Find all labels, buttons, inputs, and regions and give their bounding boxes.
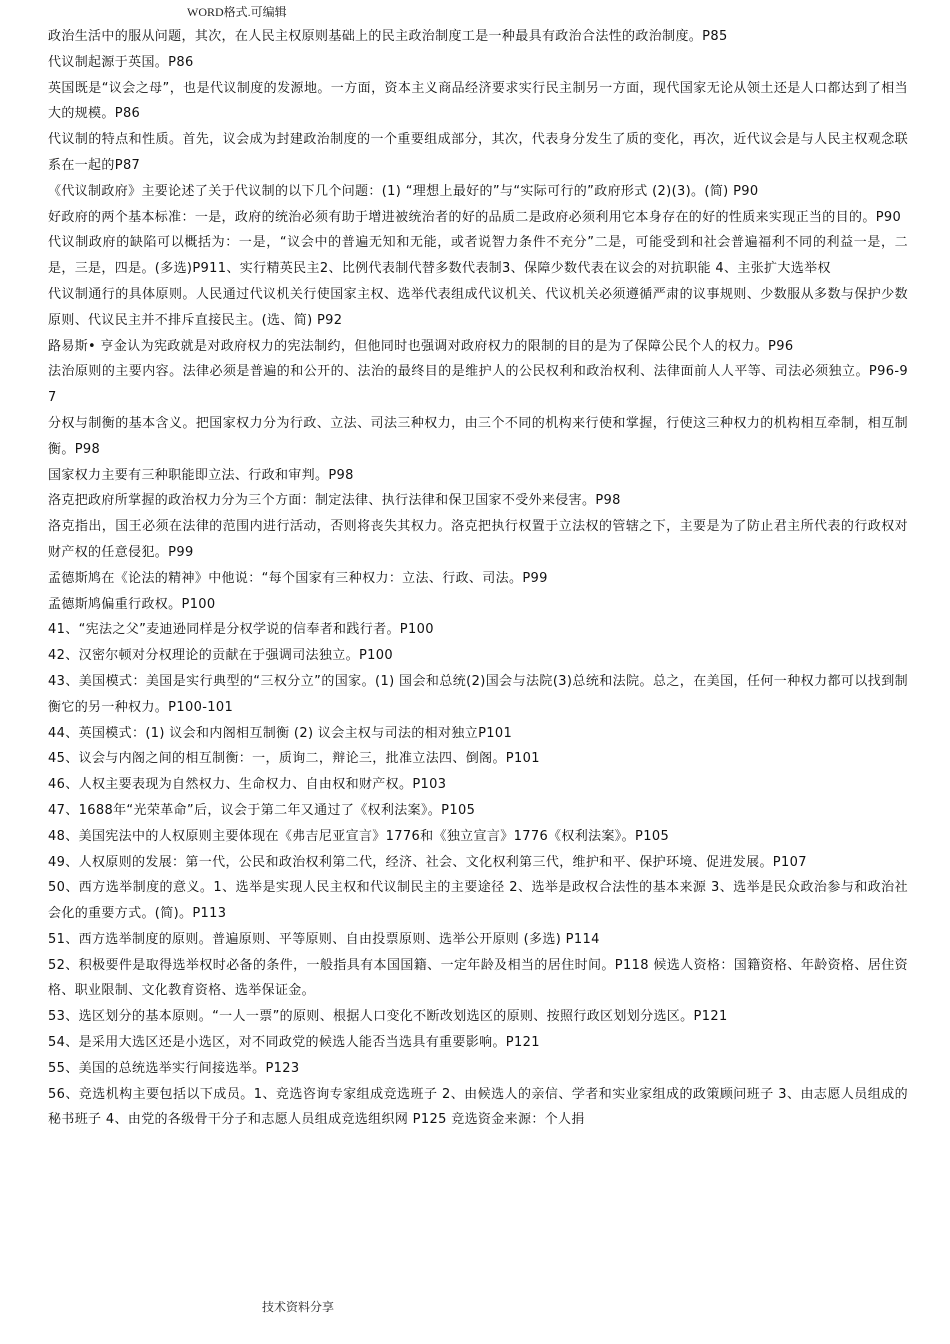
paragraph: 44、英国模式：(1) 议会和内阁相互制衡 (2) 议会主权与司法的相对独立P101 (48, 725, 513, 741)
paragraph: 政治生活中的服从问题，其次，在人民主权原则基础上的民主政治制度工是一种最具有政治合法性的政治制度。P85 (48, 29, 728, 44)
paragraph: 49、人权原则的发展：第一代，公民和政治权利第二代，经济、社会、文化权利第三代，维护和平、保护环境、促进发展。P107 (48, 854, 807, 870)
paragraph: 国家权力主要有三种职能即立法、行政和审判。P98 (48, 467, 354, 483)
paragraph: 《代议制政府》主要论述了关于代议制的以下几个问题：(1) “理想上最好的”与“实际可行的”政府形式 (2)(3)。(简) P90 (48, 183, 759, 199)
paragraph: 代议制的特点和性质。首先，议会成为封建政治制度的一个重要组成部分，其次，代表身分发生了质的变化，再次，近代议会是与人民主权观念联系在一起的P87 (48, 132, 908, 173)
page-footer: 技术资料分享 (262, 1300, 335, 1314)
paragraph: 54、是采用大选区还是小选区，对不同政党的候选人能否当选具有重要影响。P121 (48, 1035, 540, 1051)
paragraph: 孟德斯鸠偏重行政权。P100 (48, 596, 216, 612)
paragraph: 52、积极要件是取得选举权时必备的条件，一般指具有本国国籍、一定年龄及相当的居住时间。P118 候选人资格：国籍资格、年龄资格、居住资格、职业限制、文化教育资格、选举保证金。 (48, 957, 908, 999)
paragraph: 53、选区划分的基本原则。“一人一票”的原则、根据人口变化不断改划选区的原则、按照行政区划划分选区。P121 (48, 1009, 728, 1025)
paragraph: 43、美国模式：美国是实行典型的“三权分立”的国家。(1) 国会和总统(2)国会与法院(3)总统和法院。总之，在美国，任何一种权力都可以找到制衡它的另一种权力。P100-101 (48, 673, 908, 715)
paragraph: 41、“宪法之父”麦迪逊同样是分权学说的信奉者和践行者。P100 (48, 622, 434, 638)
paragraph: 56、竞选机构主要包括以下成员。1、竞选咨询专家组成竞选班子 2、由候选人的亲信、学者和实业家组成的政策顾问班子 3、由志愿人员组成的秘书班子 4、由党的各级骨干分子和志愿人员组成竞选组织网 P125 竞选资金来源：个人捐 (48, 1086, 908, 1128)
paragraph: 代议制通行的具体原则。人民通过代议机关行使国家主权、选举代表组成代议机关、代议机关必须遵循严肃的议事规则、少数服从多数与保护少数原则、代议民主并不排斥直接民主。(选、简) P92 (48, 286, 908, 328)
paragraph: 洛克指出，国王必须在法律的范围内进行活动，否则将丧失其权力。洛克把执行权置于立法权的管辖之下，主要是为了防止君主所代表的行政权对财产权的任意侵犯。P99 (48, 519, 908, 560)
paragraph: 分权与制衡的基本含义。把国家权力分为行政、立法、司法三种权力，由三个不同的机构来行使和掌握，行使这三种权力的机构相互牵制，相互制衡。P98 (48, 415, 908, 457)
paragraph: 代议制起源于英国。P86 (48, 54, 194, 70)
paragraph: 代议制政府的缺陷可以概括为：一是，“议会中的普遍无知和无能，或者说智力条件不充分”二是，可能受到和社会普遍福利不同的利益一是，二是，三是，四是。(多选)P911、实行精英民主2、比例代表制代替多数代表制3、保障少数代表在议会的对抗职能 4、主张扩大选举权 (48, 235, 908, 277)
paragraph: 46、人权主要表现为自然权力、生命权力、自由权和财产权。P103 (48, 777, 447, 793)
paragraph: 英国既是“议会之母”，也是代议制度的发源地。一方面，资本主义商品经济要求实行民主制另一方面，现代国家无论从领土还是人口都达到了相当大的规模。P86 (48, 80, 908, 122)
paragraph: 路易斯• 亨金认为宪政就是对政府权力的宪法制约，但他同时也强调对政府权力的限制的目的是为了保障公民个人的权力。P96 (48, 338, 794, 354)
paragraph: 51、西方选举制度的原则。普遍原则、平等原则、自由投票原则、选举公开原则 (多选) P114 (48, 931, 600, 947)
paragraph: 洛克把政府所掌握的政治权力分为三个方面：制定法律、执行法律和保卫国家不受外来侵害。P98 (48, 493, 621, 509)
paragraph: 42、汉密尔顿对分权理论的贡献在于强调司法独立。P100 (48, 648, 393, 664)
document-body (48, 24, 908, 1133)
paragraph: 45、议会与内阁之间的相互制衡：一，质询二，辩论三，批准立法四、倒阁。P101 (48, 751, 540, 767)
page-header: WORD格式.可编辑 (187, 5, 287, 19)
paragraph: 50、西方选举制度的意义。1、选举是实现人民主权和代议制民主的主要途径 2、选举是政权合法性的基本来源 3、选举是民众政治参与和政治社会化的重要方式。(简)。P113 (48, 880, 908, 922)
paragraph: 55、美国的总统选举实行间接选举。P123 (48, 1060, 300, 1076)
paragraph: 47、1688年“光荣革命”后，议会于第二年又通过了《权利法案》。P105 (48, 802, 476, 818)
paragraph: 好政府的两个基本标准：一是，政府的统治必须有助于增进被统治者的好的品质二是政府必须利用它本身存在的好的性质来实现正当的目的。P90 (48, 209, 902, 225)
paragraph: 孟德斯鸠在《论法的精神》中他说：“每个国家有三种权力：立法、行政、司法。P99 (48, 570, 548, 586)
paragraph: 48、美国宪法中的人权原则主要体现在《弗吉尼亚宣言》1776和《独立宣言》1776《权利法案》。P105 (48, 828, 670, 844)
paragraph: 法治原则的主要内容。法律必须是普遍的和公开的、法治的最终目的是维护人的公民权利和政治权利、法律面前人人平等、司法必须独立。P96-97 (48, 364, 908, 406)
